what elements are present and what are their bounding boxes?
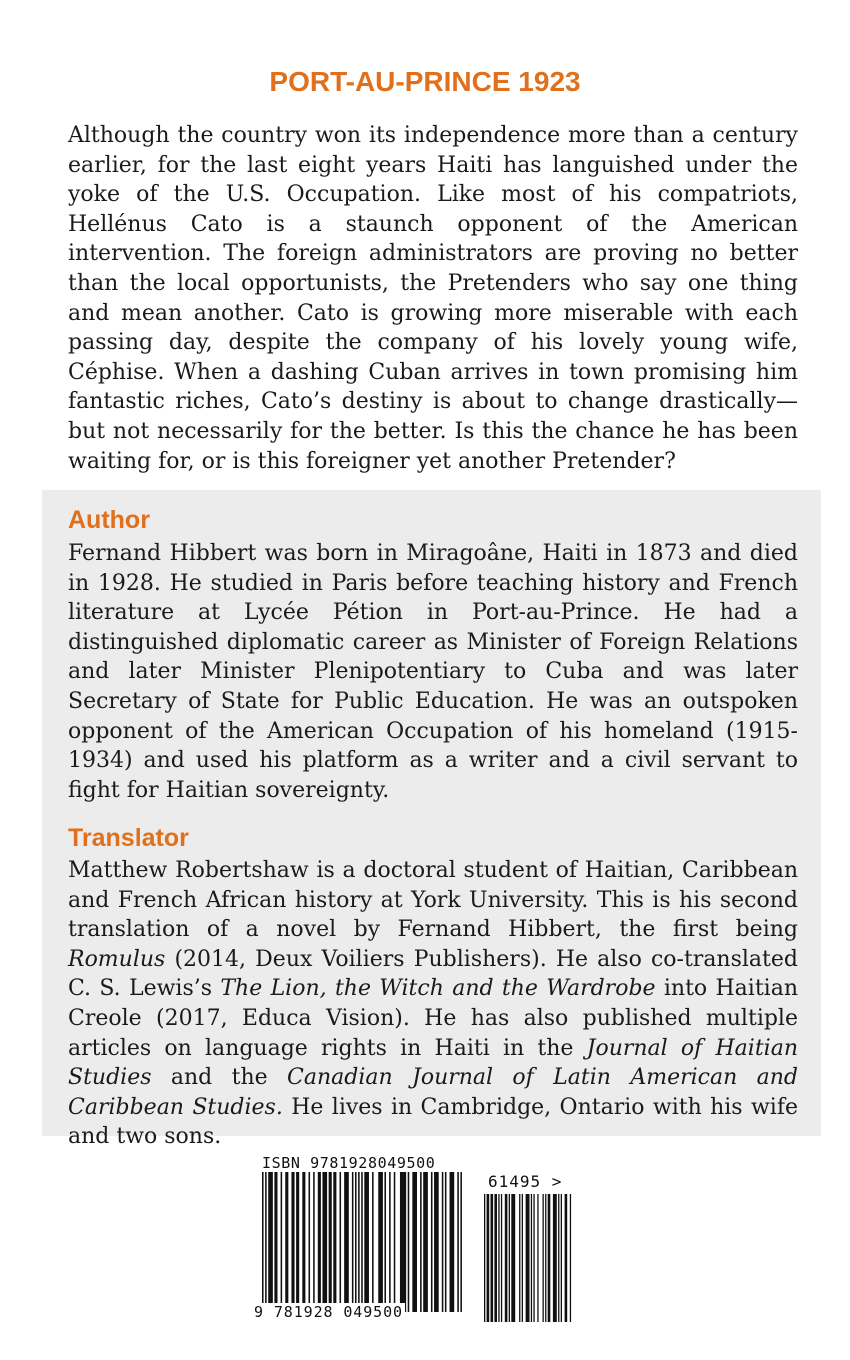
- barcode-bar: [378, 1172, 383, 1312]
- translator-bio-text: into Haitian Creole (2017, Educa Vision). He has also published multiple articles on language rights in Haiti in the: [68, 976, 798, 1061]
- barcode-bar: [400, 1172, 406, 1312]
- book-title-romulus: Romulus: [68, 946, 166, 972]
- barcode-bar: [309, 1172, 311, 1312]
- barcode-bar: [302, 1172, 305, 1312]
- barcode-bar: [322, 1172, 327, 1312]
- barcode-bar: [384, 1172, 386, 1312]
- translator-bio: [68, 856, 798, 1152]
- barcode-bar: [358, 1172, 360, 1312]
- isbn-label: ISBN 9781928049500: [262, 1154, 436, 1172]
- barcode-bar: [498, 1194, 499, 1322]
- barcode-bar: [431, 1172, 433, 1312]
- barcode-bar: [511, 1194, 515, 1322]
- barcode-bar: [509, 1194, 510, 1322]
- barcode-bar: [501, 1194, 502, 1322]
- barcode-bar: [389, 1172, 391, 1312]
- barcode-bar: [537, 1194, 538, 1322]
- barcode-bar: [565, 1194, 568, 1322]
- barcode-bar: [522, 1194, 523, 1322]
- addon-barcode-bars: [484, 1194, 574, 1322]
- barcode-bar: [519, 1194, 520, 1322]
- back-cover-title: PORT-AU-PRINCE 1923: [269, 66, 581, 97]
- translator-bio-text: (2014, Deux Voiliers Publishers). He also co-translated C. S. Lewis’s: [68, 946, 798, 1002]
- barcode-bar: [420, 1172, 422, 1312]
- barcode-bar: [268, 1172, 273, 1312]
- isbn-barcode: [252, 1150, 592, 1330]
- barcode-bar: [333, 1172, 336, 1312]
- barcode-bar: [408, 1172, 410, 1312]
- barcode-bar: [457, 1172, 459, 1312]
- barcode-bar: [412, 1172, 417, 1312]
- barcode-bar: [505, 1194, 508, 1322]
- barcode-bar: [285, 1172, 288, 1312]
- barcode-bar: [545, 1194, 546, 1322]
- barcode-bar: [531, 1194, 532, 1322]
- journal-title-canadian-latin-american: Canadian Journal of Latin American and Caribbean Studies.: [68, 1065, 798, 1120]
- barcode-bar: [484, 1194, 485, 1322]
- barcode-bar: [445, 1172, 447, 1312]
- author-bio: Fernand Hibbert was born in Miragoâne, Haiti in 1873 and died in 1928. He studied in Paris before teaching history and French literature at Lycée Pétion in Port-au-Prince. He had a distinguished diplomatic career as Minister of Foreign Relations and later Minister Plenipotentiary to Cuba and was later Secretary of State for Public Education. He was an outspoken opponent of the American Occupation of his homeland (1915-1934) and used his platform as a writer and a civil servant to fight for Haitian sovereignty.: [68, 541, 798, 803]
- barcode-bar: [313, 1172, 315, 1312]
- barcode-bar: [344, 1172, 349, 1312]
- barcode-bar: [340, 1172, 342, 1312]
- barcode-bar: [491, 1194, 494, 1322]
- barcode-bar: [318, 1172, 321, 1312]
- barcode-bar: [329, 1172, 332, 1312]
- barcode-bar: [394, 1172, 396, 1312]
- barcode-bar: [450, 1172, 455, 1312]
- barcode-bar: [352, 1172, 354, 1312]
- barcode-bar: [442, 1172, 444, 1312]
- barcode-bar: [570, 1194, 571, 1322]
- barcode-bar: [274, 1172, 277, 1312]
- barcode-bar: [296, 1172, 299, 1312]
- barcode-bar: [291, 1172, 294, 1312]
- barcode-bar: [361, 1172, 363, 1312]
- book-title-lion-witch-wardrobe: The Lion, the Witch and the Wardrobe: [220, 976, 656, 1002]
- barcode-bar: [364, 1172, 369, 1312]
- barcode-bar: [553, 1194, 557, 1322]
- barcode-bar: [487, 1194, 490, 1322]
- translator-bio-text: He lives in Cambridge, Ontario with his wife and two sons.: [68, 1094, 798, 1150]
- barcode-bar: [460, 1172, 462, 1312]
- barcode-bar: [543, 1194, 544, 1322]
- translator-bio-text: Matthew Robertshaw is a doctoral student of Haitian, Caribbean and French African history at York University. This is his second translation of a novel by Fernand Hibbert, the first being: [68, 858, 798, 943]
- barcode-bar: [265, 1172, 267, 1312]
- addon-digits: 61495 >: [488, 1172, 563, 1191]
- author-heading: Author: [68, 506, 150, 534]
- barcode-bar: [533, 1194, 534, 1322]
- barcode-bar: [423, 1172, 428, 1312]
- barcode-bar: [372, 1172, 374, 1312]
- translator-bio-text: and the: [151, 1065, 287, 1091]
- barcode-bar: [558, 1194, 559, 1322]
- barcode-bar: [548, 1194, 551, 1322]
- barcode-bar: [434, 1172, 439, 1312]
- barcode-bar: [262, 1172, 264, 1312]
- book-blurb: Although the country won its independence more than a century earlier, for the last eight years Haiti has languished under the yoke of the U.S. Occupation. Like most of his compatriots, Hellénus Cato is a staunch opponent of the American intervention. The foreign administrators are proving no better than the local opportunists, the Pretenders who say one thing and mean another. Cato is growing more miserable with each passing day, despite the company of his lovely young wife, Céphise. When a dashing Cuban arrives in town promising him fantastic riches, Cato’s destiny is about to change drastically—but not necessarily for the better. Is this the chance he has been waiting for, or is this foreigner yet another Pretender?: [68, 123, 798, 474]
- ean-digits: 9 781928 049500: [254, 1303, 403, 1321]
- barcode-bar: [526, 1194, 530, 1322]
- barcode-bar: [494, 1194, 497, 1322]
- barcode-bar: [561, 1194, 562, 1322]
- translator-heading: Translator: [68, 824, 189, 852]
- barcode-bar: [355, 1172, 357, 1312]
- barcode-bar: [281, 1172, 283, 1312]
- ean-barcode-bars: [262, 1172, 472, 1312]
- journal-title-haitian-studies: Journal of Haitian Studies: [68, 1035, 798, 1091]
